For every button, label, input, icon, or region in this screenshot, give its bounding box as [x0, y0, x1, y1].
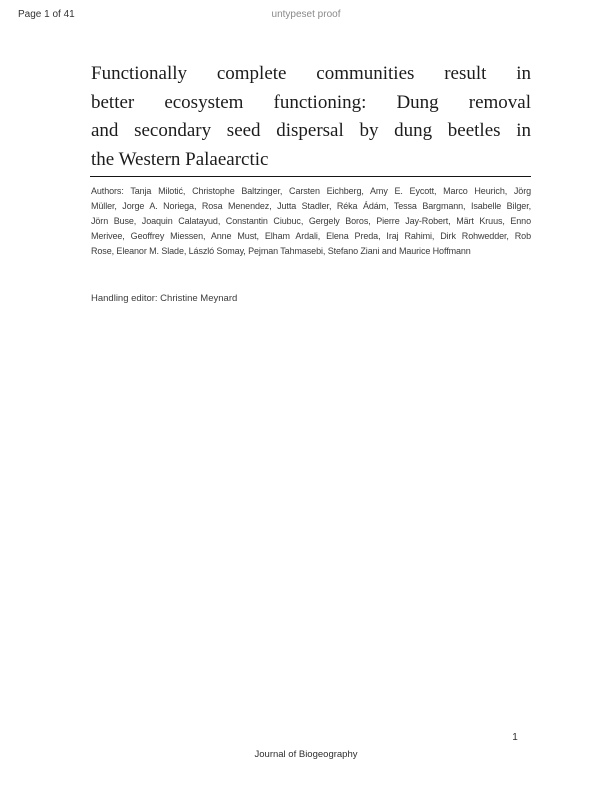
journal-name-footer: Journal of Biogeography: [254, 749, 358, 760]
title-divider: [90, 176, 531, 177]
authors-line: Merivee, Geoffrey Miessen, Anne Must, Elham Ardali, Elena Preda, Iraj Rahimi, Dirk Rohwedder, Rob: [91, 231, 531, 241]
authors-line: Müller, Jorge A. Noriega, Rosa Menendez, Jutta Stadler, Réka Ádám, Tessa Bargmann, Isabelle Bilger,: [91, 201, 531, 211]
authors-line: Authors: Tanja Milotić, Christophe Baltzinger, Carsten Eichberg, Amy E. Eycott, Marco Heurich, Jörg: [91, 186, 531, 196]
handling-editor-label: Handling editor: Christine Meynard: [91, 293, 238, 304]
article-title-line: and secondary seed dispersal by dung beetles in: [91, 120, 531, 141]
page-count-label: Page 1 of 41: [18, 9, 75, 20]
article-title: [91, 60, 531, 174]
article-title-line: better ecosystem functioning: Dung removal: [91, 91, 531, 113]
proof-status-label: untypeset proof: [271, 9, 341, 20]
article-title-line: the Western Palaearctic: [91, 148, 269, 170]
page-number: 1: [512, 732, 518, 743]
article-title-line: Functionally complete communities result in: [91, 63, 531, 84]
authors-list: [91, 184, 531, 259]
authors-line: Rose, Eleanor M. Slade, László Somay, Pejman Tahmasebi, Stefano Ziani and Maurice Hoffmann: [91, 246, 471, 256]
authors-line: Jörn Buse, Joaquin Calatayud, Constantin Ciubuc, Gergely Boros, Pierre Jay-Robert, Märt Kruus, Enno: [91, 216, 531, 226]
